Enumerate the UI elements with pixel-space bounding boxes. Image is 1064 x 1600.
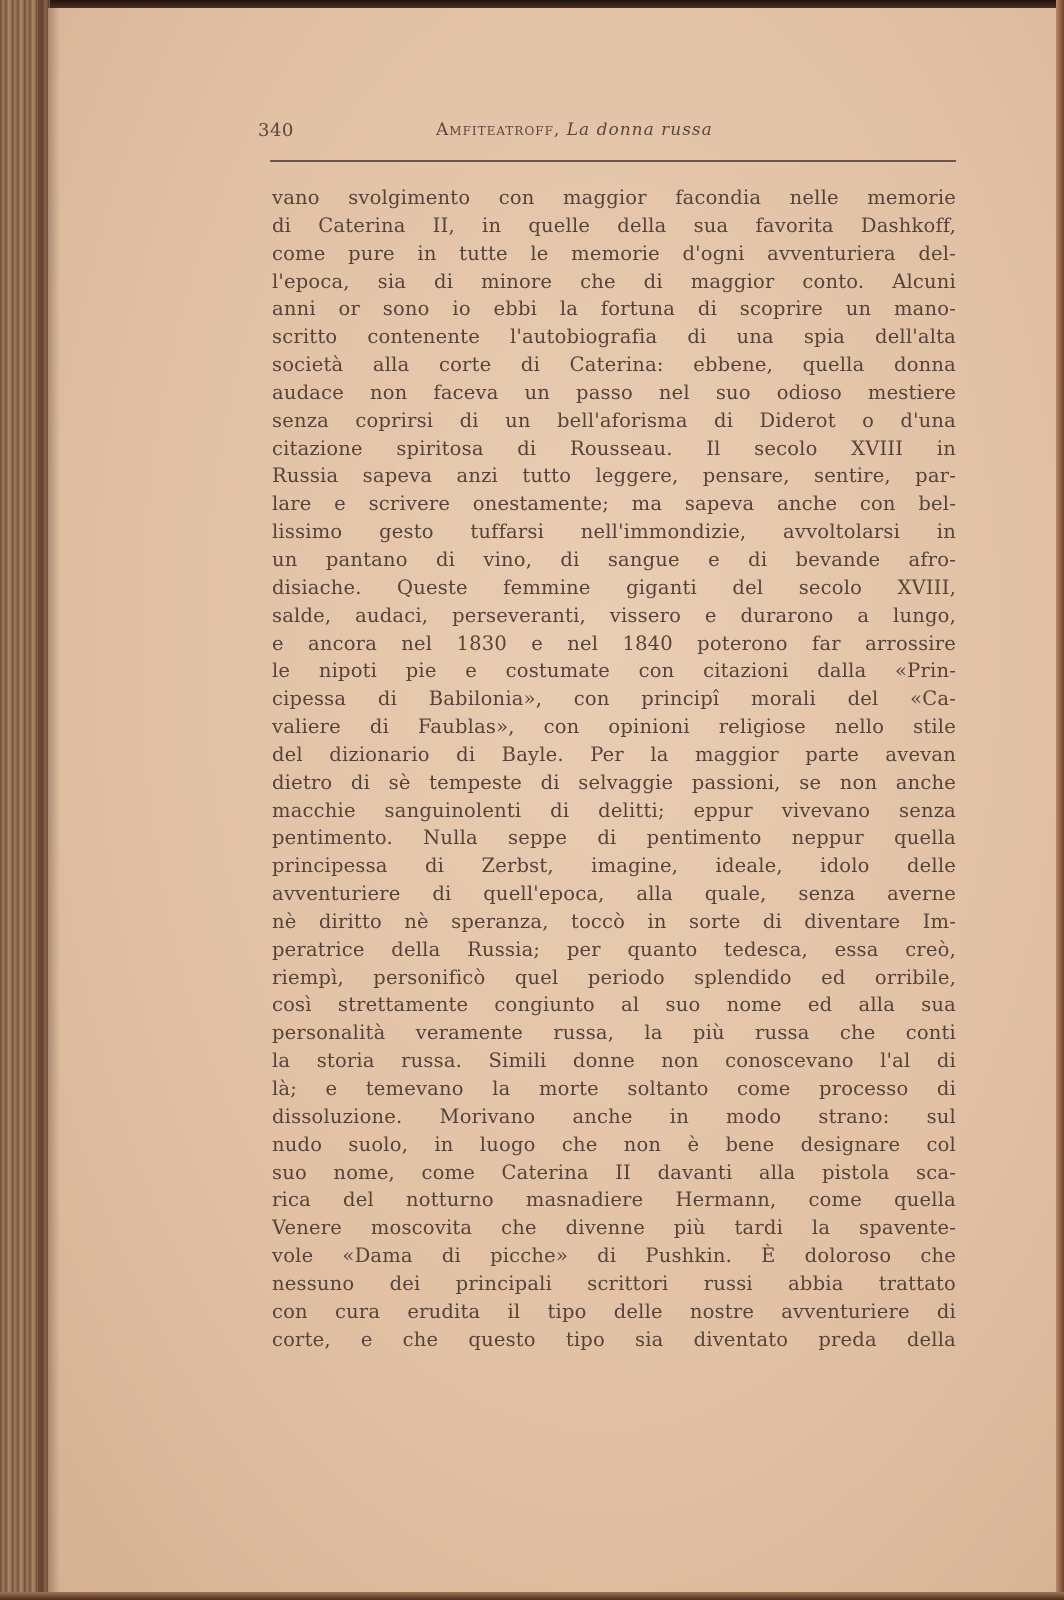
text-line: di Caterina II, in quelle della sua favorita Dashkoff, bbox=[272, 213, 956, 237]
text-line: con cura erudita il tipo delle nostre avventuriere di bbox=[272, 1299, 956, 1323]
text-line: così strettamente congiunto al suo nome ed alla sua bbox=[272, 993, 956, 1017]
text-line: nessuno dei principali scrittori russi abbia trattato bbox=[272, 1271, 956, 1295]
text-line: disiache. Queste femmine giganti del secolo XVIII, bbox=[272, 575, 956, 599]
text-line: là; e temevano la morte soltanto come processo di bbox=[272, 1077, 956, 1100]
text-line: come pure in tutte le memorie d'ogni avventuriera del- bbox=[272, 241, 956, 265]
page-number: 340 bbox=[258, 120, 294, 141]
text-line: le nipoti pie e costumate con citazioni dalla «Prin- bbox=[272, 659, 956, 683]
text-line: l'epoca, sia di minore che di maggior conto. Alcuni bbox=[272, 269, 956, 293]
text-line: dietro di sè tempeste di selvaggie passioni, se non anche bbox=[272, 770, 956, 794]
text-line: vano svolgimento con maggior facondia nelle memorie bbox=[272, 186, 956, 209]
gutter-shadow bbox=[38, 0, 60, 1600]
text-line: lare e scrivere onestamente; ma sapeva anche con bel- bbox=[272, 492, 956, 516]
text-line: un pantano di vino, di sangue e di bevande afro- bbox=[272, 547, 956, 571]
text-line: rica del notturno masnadiere Hermann, come quella bbox=[272, 1188, 956, 1212]
text-line: lissimo gesto tuffarsi nell'immondizie, avvoltolarsi in bbox=[272, 520, 956, 544]
text-line: personalità veramente russa, la più russa che conti bbox=[272, 1021, 956, 1045]
text-line: Venere moscovita che divenne più tardi la spavente- bbox=[272, 1216, 956, 1240]
text-line: corte, e che questo tipo sia diventato preda della bbox=[272, 1327, 956, 1351]
page-bottom-edge bbox=[0, 1592, 1064, 1600]
text-line: pentimento. Nulla seppe di pentimento neppur quella bbox=[272, 826, 956, 850]
body-text bbox=[272, 184, 956, 1353]
text-line: suo nome, come Caterina II davanti alla pistola sca- bbox=[272, 1160, 956, 1184]
text-line: macchie sanguinolenti di delitti; eppur vivevano senza bbox=[272, 798, 956, 822]
text-line: scritto contenente l'autobiografia di una spia dell'alta bbox=[272, 325, 956, 349]
text-line: nè diritto nè speranza, toccò in sorte di diventare Im- bbox=[272, 909, 956, 933]
running-head-title: La donna russa bbox=[566, 120, 713, 140]
text-line: audace non faceva un passo nel suo odioso mestiere bbox=[272, 380, 956, 404]
page-right-edge bbox=[1056, 0, 1064, 1600]
text-line: società alla corte di Caterina: ebbene, quella donna bbox=[272, 353, 956, 377]
text-line: avventuriere di quell'epoca, alla quale, senza averne bbox=[272, 882, 956, 906]
running-head-author: Amfiteatroff, bbox=[436, 120, 561, 140]
text-line: principessa di Zerbst, imagine, ideale, idolo delle bbox=[272, 854, 956, 878]
text-line: peratrice della Russia; per quanto tedesca, essa creò, bbox=[272, 937, 956, 961]
text-line: e ancora nel 1830 e nel 1840 poterono far arrossire bbox=[272, 631, 956, 655]
text-line: valiere di Faublas», con opinioni religiose nello stile bbox=[272, 715, 956, 739]
text-line: Russia sapeva anzi tutto leggere, pensare, sentire, par- bbox=[272, 464, 956, 488]
text-line: del dizionario di Bayle. Per la maggior parte avevan bbox=[272, 742, 956, 766]
header-rule bbox=[270, 160, 956, 162]
running-head bbox=[436, 120, 713, 140]
text-line: cipessa di Babilonia», con principî morali del «Ca- bbox=[272, 687, 956, 711]
text-line: senza coprirsi di un bell'aforisma di Diderot o d'una bbox=[272, 408, 956, 432]
text-line: salde, audaci, perseveranti, vissero e durarono a lungo, bbox=[272, 603, 956, 627]
text-line: dissoluzione. Morivano anche in modo strano: sul bbox=[272, 1104, 956, 1128]
text-line: riempì, personificò quel periodo splendido ed orribile, bbox=[272, 965, 956, 989]
page-header bbox=[258, 120, 950, 150]
text-line: nudo suolo, in luogo che non è bene designare col bbox=[272, 1132, 956, 1156]
text-line: anni or sono io ebbi la fortuna di scoprire un mano- bbox=[272, 297, 956, 321]
text-line: la storia russa. Simili donne non conoscevano l'al di bbox=[272, 1049, 956, 1073]
text-line: vole «Dama di picche» di Pushkin. È doloroso che bbox=[272, 1244, 956, 1268]
text-line: citazione spiritosa di Rousseau. Il secolo XVIII in bbox=[272, 436, 956, 460]
